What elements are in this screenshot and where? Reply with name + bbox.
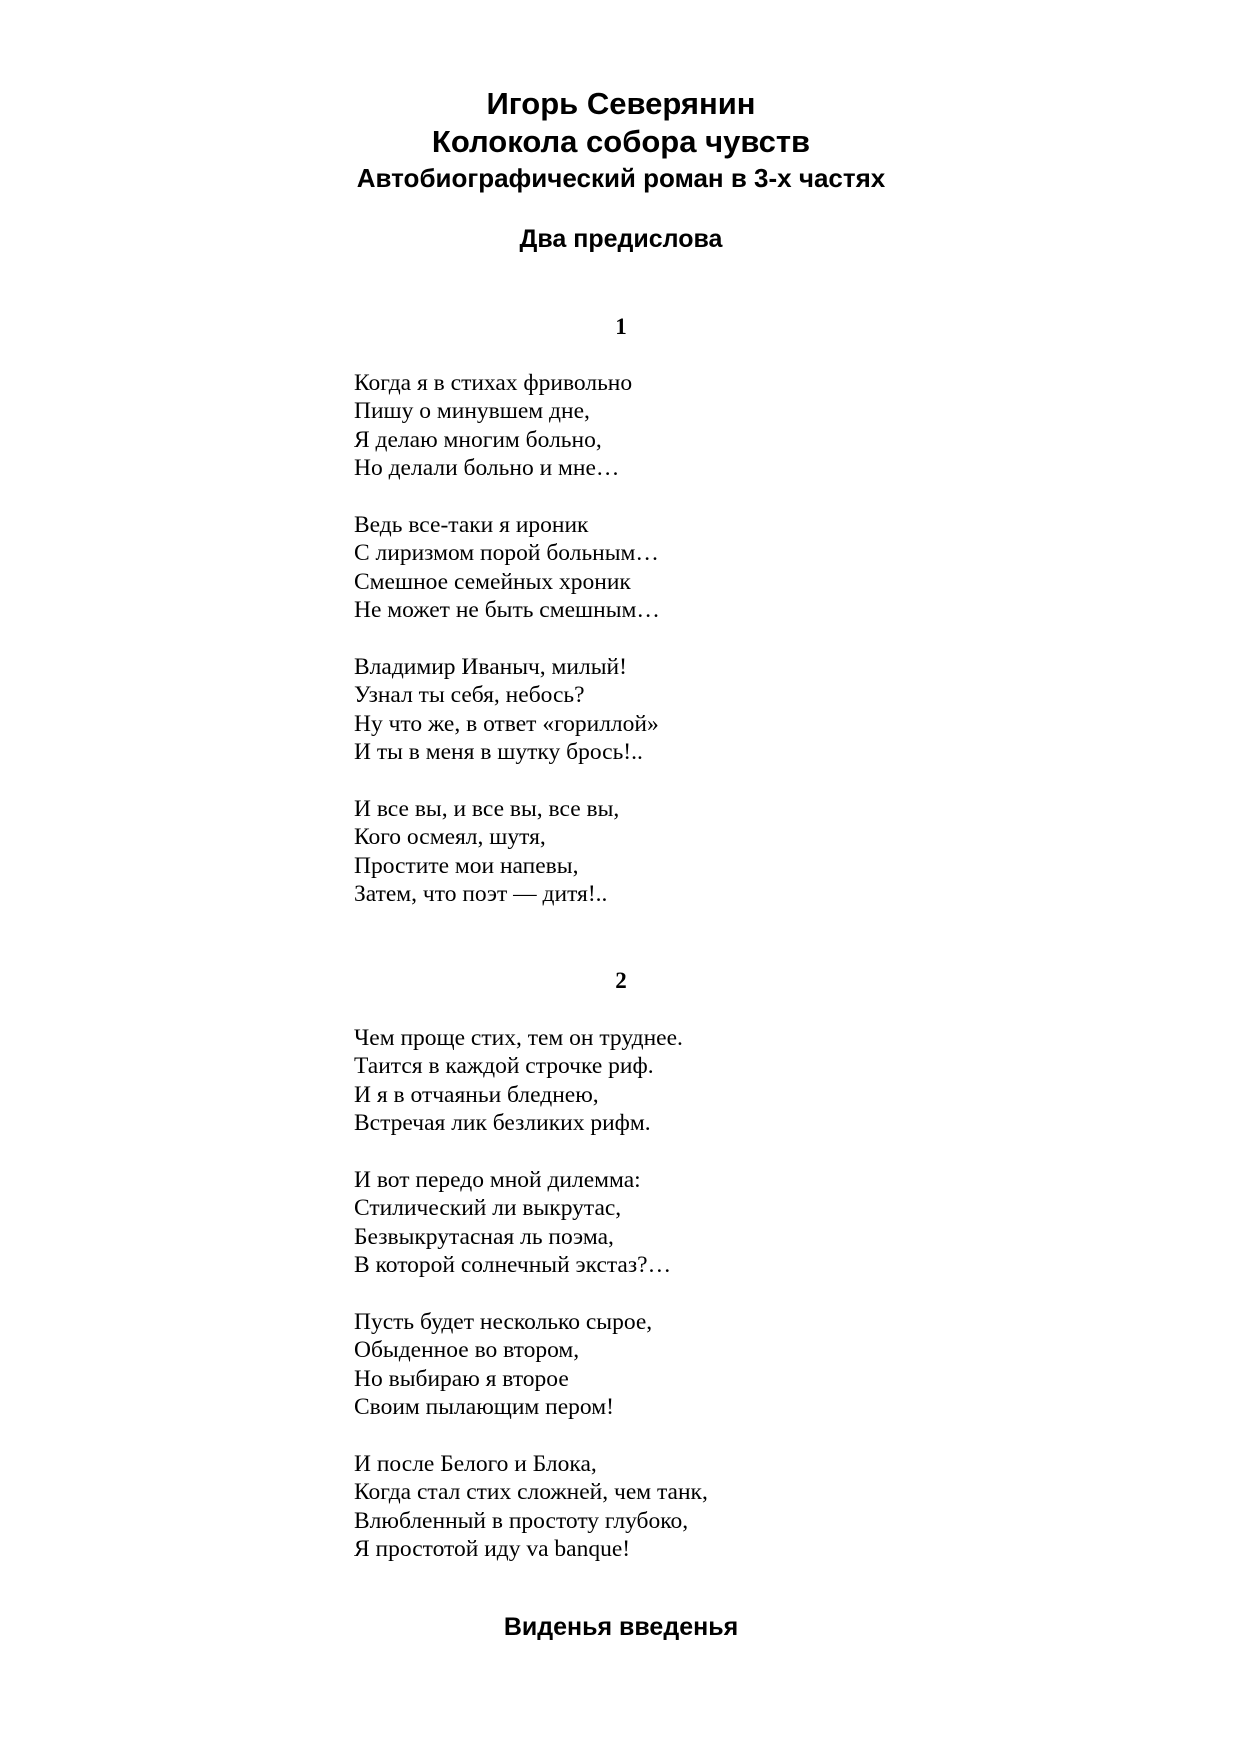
poem-line: Когда я в стихах фривольно — [354, 370, 633, 396]
poem-line: Но выбираю я второе — [354, 1365, 569, 1392]
poem-line: Чем проще стих, тем он труднее. — [354, 1025, 683, 1051]
book-title: Колокола собора чувств — [431, 124, 811, 159]
poem-line: Затем, что поэт — дитя!.. — [354, 881, 608, 908]
poem-line: Я простотой иду va banque! — [354, 1536, 631, 1563]
stanza — [354, 369, 660, 483]
poem-line: В которой солнечный экстаз?… — [354, 1252, 672, 1279]
poem-line: Смешное семейных хроник — [354, 568, 631, 595]
poem-line: С лиризмом порой больным… — [354, 540, 659, 567]
stanza — [354, 1308, 708, 1422]
poem-line: Простите мои напевы, — [354, 852, 579, 879]
poem-line: И я в отчаяньи бледнею, — [354, 1081, 599, 1108]
preface-number: 1 — [615, 314, 627, 339]
poem-line: Но делали больно и мне… — [354, 455, 620, 482]
poem-line: И ты в меня в шутку брось!.. — [354, 739, 643, 766]
next-section-heading: Виденья введенья — [503, 1613, 739, 1641]
poem-line: Своим пылающим пером! — [354, 1394, 614, 1421]
poem-line: Я делаю многим больно, — [354, 426, 602, 453]
poem-line: Стилический ли выкрутас, — [354, 1195, 622, 1222]
poem-preface-1 — [354, 369, 660, 937]
section-heading: Два предислова — [519, 225, 723, 253]
poem-line: Когда стал стих сложней, чем танк, — [354, 1479, 708, 1506]
poem-line: Таится в каждой строчке риф. — [354, 1053, 654, 1080]
stanza — [354, 1450, 708, 1564]
poem-line: И после Белого и Блока, — [354, 1451, 597, 1478]
poem-line: Кого осмеял, шутя, — [354, 824, 546, 851]
poem-line: Влюбленный в простоту глубоко, — [354, 1507, 689, 1534]
poem-line: Пишу о минувшем дне, — [354, 398, 590, 425]
poem-line: Не может не быть смешным… — [354, 597, 660, 624]
poem-line: Пусть будет несколько сырое, — [354, 1309, 653, 1336]
poem-line: Ведь все-таки я ироник — [354, 512, 589, 539]
stanza — [354, 795, 660, 909]
author-name: Игорь Северянин — [486, 86, 756, 121]
stanza — [354, 511, 660, 625]
poem-line: И вот передо мной дилемма: — [354, 1167, 641, 1194]
preface-number: 2 — [615, 968, 627, 993]
poem-line: Владимир Иваныч, милый! — [354, 654, 627, 681]
stanza — [354, 1166, 708, 1280]
book-subtitle: Автобиографический роман в 3-х частях — [356, 163, 886, 193]
poem-line: Ну что же, в ответ «гориллой» — [354, 710, 659, 737]
poem-line: Безвыкрутасная ль поэма, — [354, 1223, 614, 1250]
poem-line: И все вы, и все вы, все вы, — [354, 796, 620, 823]
stanza — [354, 653, 660, 767]
poem-line: Обыденное во втором, — [354, 1337, 580, 1364]
poem-line: Узнал ты себя, небось? — [354, 682, 585, 709]
poem-preface-2 — [354, 1024, 708, 1592]
poem-line: Встречая лик безликих рифм. — [354, 1110, 651, 1137]
stanza — [354, 1024, 708, 1138]
